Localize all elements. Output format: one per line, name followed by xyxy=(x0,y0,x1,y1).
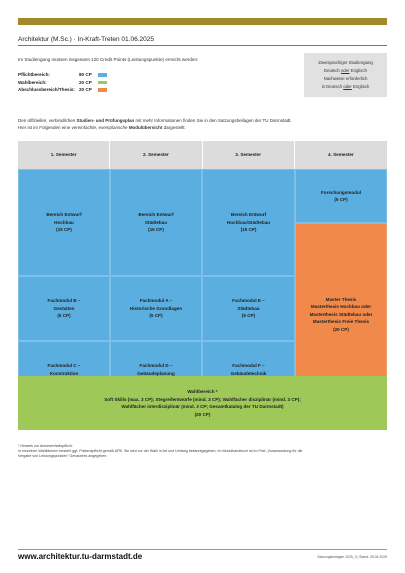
color-swatch xyxy=(98,88,107,92)
para-line: Den offiziellen, verbindlichen Studien- und Prüfungsplan mit mehr Informationen finden Sie in den Satzungsbeilagen der TU Darmstadt. xyxy=(18,118,292,123)
semester-header: 3. Semester xyxy=(203,141,295,169)
wahlbereich-box: Wahlbereich * Soft Skills (max. 3 CP); Stegreifentwürfe (mind. 3 CP); Wahlfächer disziplinär (mind. 3 CP); Wahlfächer interdisziplinär (mind. 3 CP; Gesamtkatalog der TU Darmstadt) (20 CP) xyxy=(18,376,387,430)
module-grid-body xyxy=(18,169,387,406)
credit-label: Abschlussbereich/Thesis: xyxy=(18,87,75,93)
module-fach-d: Fachmodul D – Gebäudeplanung xyxy=(110,341,202,406)
color-swatch xyxy=(98,73,107,77)
module-fach-b: Fachmodul B – Gestalten (5 CP) xyxy=(18,276,110,341)
module-master-thesis: Master Thesis Masterthesis Hochbau oder Masterthesis Städtebau oder Masterthesis Freie Thesis (20 CP) xyxy=(295,223,387,406)
module-fach-a: Fachmodul A – Historische Grundlagen (5 CP) xyxy=(110,276,202,341)
module-entwurf-hochbau-staedtebau: Bereich Entwurf Hochbau/Städtebau (15 CP) xyxy=(202,169,295,276)
semester-header: 4. Semester xyxy=(295,141,387,169)
footnote-title: * Hinweis zur Anwesenheitspflicht: xyxy=(18,444,73,448)
module-fach-c: Fachmodul C – Konstruktion xyxy=(18,341,110,406)
credit-row-thesis xyxy=(18,86,107,94)
footer-divider xyxy=(18,549,387,550)
module-forschungsmodul: Forschungsmodul (5 CP) xyxy=(295,169,387,223)
credit-list xyxy=(18,71,107,94)
lang-line: Nachweise erforderlich xyxy=(323,76,368,81)
lang-line: Zweisprachiger Studiengang xyxy=(318,60,373,65)
module-fach-e: Fachmodul E – Städtebau (5 CP) xyxy=(202,276,295,341)
intro-text: Im Studiengang müssen insgesamt 120 Credit Points (Leistungspunkte) erreicht werden: xyxy=(18,57,199,62)
credit-value: 20 CP xyxy=(79,79,92,85)
credit-label: Pflichtbereich: xyxy=(18,72,50,78)
module-entwurf-hochbau: Bereich Entwurf Hochbau (15 CP) xyxy=(18,169,110,276)
semester-header: 2. Semester xyxy=(110,141,202,169)
page-title: Architektur (M.Sc.) · In-Kraft-Treten 01.06.2025 xyxy=(18,36,387,46)
credit-row-pflicht xyxy=(18,71,107,79)
lang-line: Deutsch oder Englisch xyxy=(323,68,367,73)
lang-line: in Deutsch oder Englisch xyxy=(321,84,370,89)
top-accent-bar xyxy=(18,18,387,25)
module-fach-f: Fachmodul F – Gebäudetechnik xyxy=(202,341,295,406)
attendance-footnote xyxy=(18,444,387,459)
credit-value: 20 CP xyxy=(79,87,92,93)
para-line: Hier ist im Folgenden eine vereinfachte, exemplarische Modulübersicht dargestellt: xyxy=(18,124,186,130)
credit-label: Wahlbereich: xyxy=(18,79,47,85)
footnote-text: In einzelnen Wahlfächern besteht ggf. Präsenzpflicht gemäß APB. Sie wird vor der Wahl in Art und Umfang bekanntgegeben. Im Modulhandbuch ist im Feld „Voraussetzung für die xyxy=(18,449,303,453)
module-overview-grid xyxy=(18,141,387,406)
description-paragraph xyxy=(18,118,387,131)
footnote-text: Vergabe von Leistungspunkten“ Genaueres angegeben. xyxy=(18,454,108,458)
credit-row-wahl xyxy=(18,79,107,87)
color-swatch xyxy=(98,81,107,85)
credit-value: 80 CP xyxy=(79,72,92,78)
module-entwurf-staedtebau: Bereich Entwurf Städtebau (15 CP) xyxy=(110,169,202,276)
language-info-box xyxy=(304,53,387,97)
footer-website-link[interactable]: www.architektur.tu-darmstadt.de xyxy=(18,552,143,561)
footer-meta: Satzungsbeilagen 2025_3 | Stand: 25.04.2025 xyxy=(317,555,387,559)
semester-header: 1. Semester xyxy=(18,141,110,169)
semester-header-row xyxy=(18,141,387,169)
wahlbereich-block xyxy=(18,376,387,430)
